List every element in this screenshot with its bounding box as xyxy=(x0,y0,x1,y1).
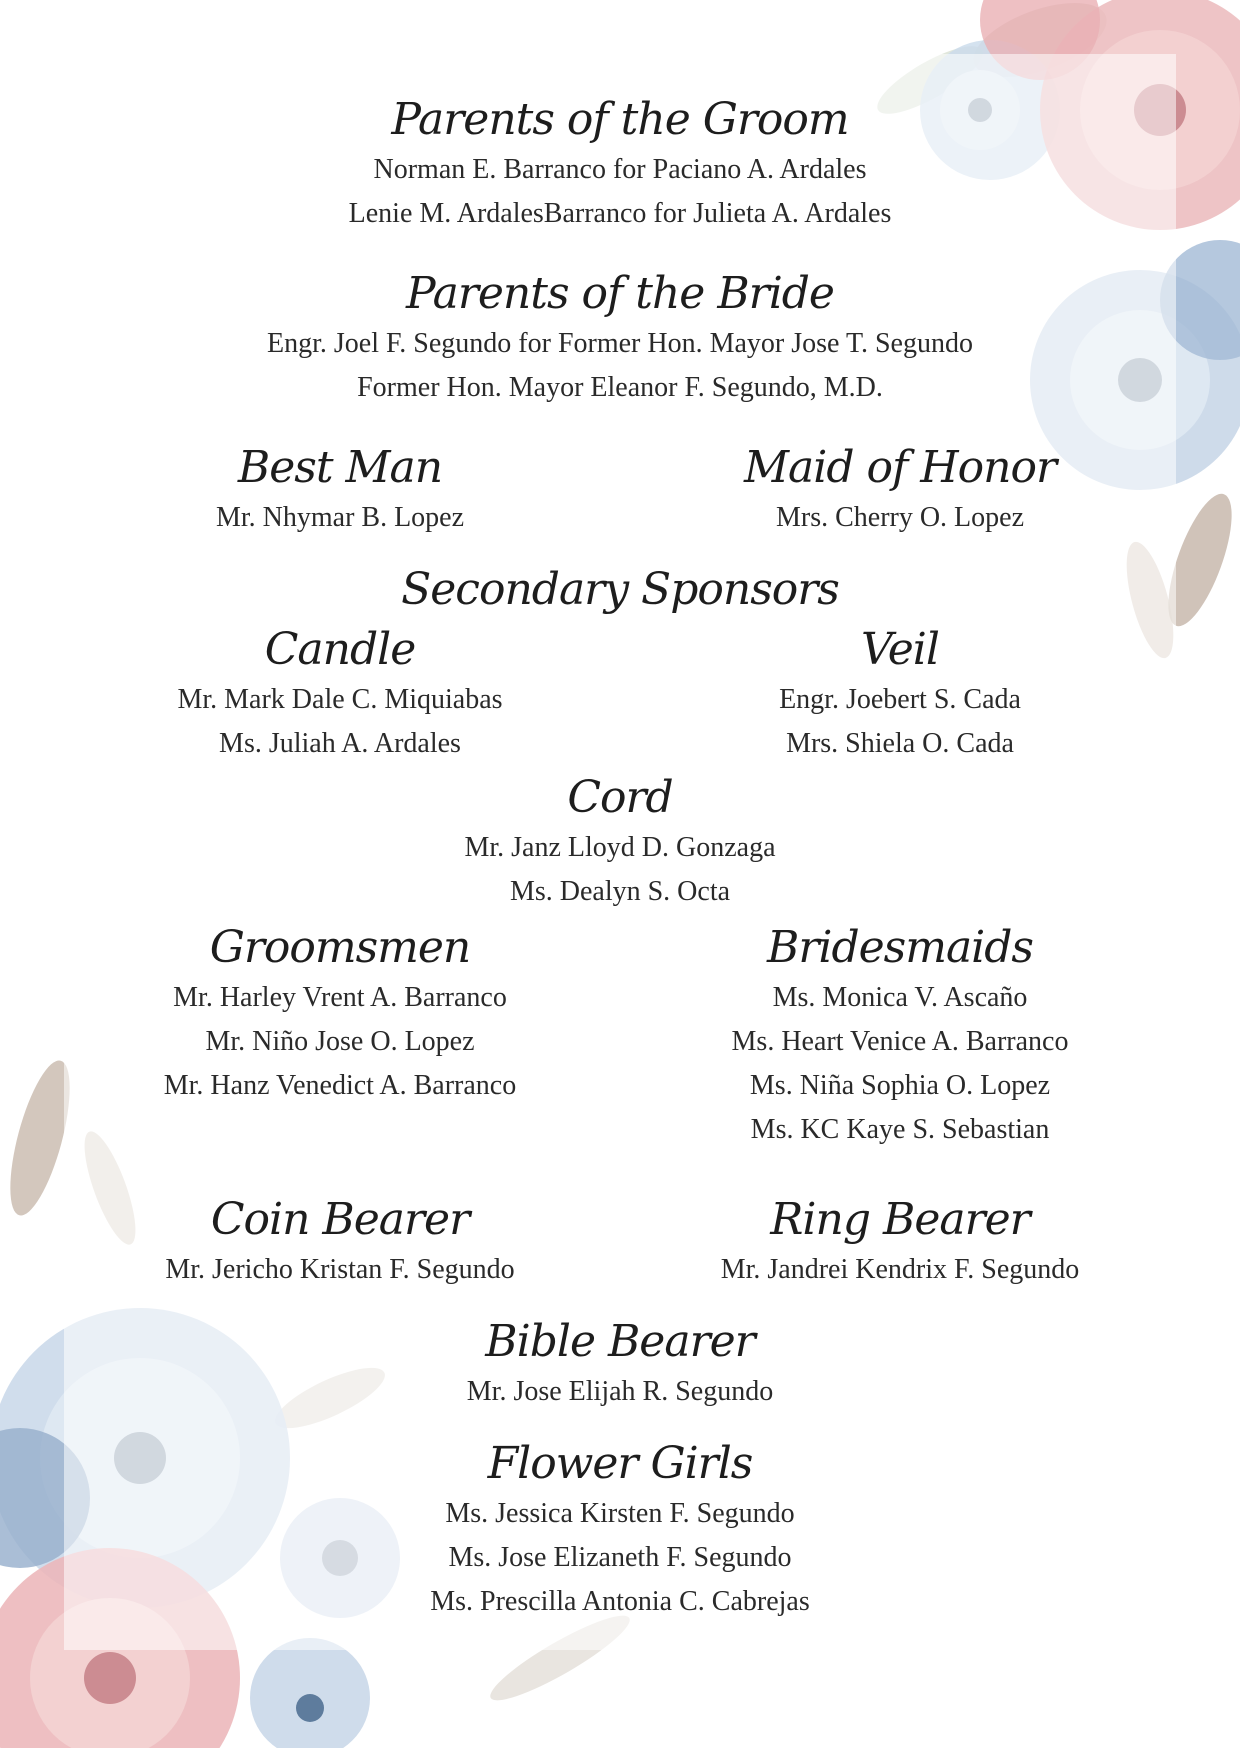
name-line: Ms. Heart Venice A. Barranco xyxy=(731,1026,1069,1057)
section-title: Parents of the Groom xyxy=(391,94,849,145)
name-line: Mr. Harley Vrent A. Barranco xyxy=(173,982,507,1013)
section-bridesmaids xyxy=(680,920,1120,1152)
section-ring-bearer xyxy=(680,1192,1120,1292)
section-veil xyxy=(680,622,1120,766)
name-line: Mr. Nhymar B. Lopez xyxy=(215,502,465,533)
name-line: Ms. Prescilla Antonia C. Cabrejas xyxy=(430,1586,810,1617)
section-title: Ring Bearer xyxy=(770,1194,1030,1245)
name-line: Ms. Juliah A. Ardales xyxy=(219,728,461,759)
name-line: Lenie M. ArdalesBarranco for Julieta A. Ardales xyxy=(348,198,892,229)
section-title: Candle xyxy=(264,624,416,675)
name-line: Engr. Joel F. Segundo for Former Hon. Mayor Jose T. Segundo xyxy=(266,328,973,359)
section-candle xyxy=(120,622,560,766)
section-title: Coin Bearer xyxy=(210,1194,470,1245)
section-title: Parents of the Bride xyxy=(406,268,834,319)
name-line: Mr. Jandrei Kendrix F. Segundo xyxy=(720,1254,1080,1285)
name-line: Ms. Jose Elizaneth F. Segundo xyxy=(448,1542,792,1573)
name-line: Ms. Dealyn S. Octa xyxy=(509,876,731,907)
section-secondary-sponsors xyxy=(0,562,1240,618)
name-line: Mr. Hanz Venedict A. Barranco xyxy=(163,1070,517,1101)
section-best-man xyxy=(120,440,560,540)
name-line: Ms. Monica V. Ascaño xyxy=(772,982,1028,1013)
section-flower-girls xyxy=(0,1436,1240,1624)
name-line: Mr. Janz Lloyd D. Gonzaga xyxy=(464,832,776,863)
name-line: Mr. Jose Elijah R. Segundo xyxy=(466,1376,774,1407)
section-title: Maid of Honor xyxy=(744,442,1056,493)
name-line: Mrs. Cherry O. Lopez xyxy=(775,502,1025,533)
section-parents-of-bride xyxy=(0,266,1240,410)
section-parents-of-groom xyxy=(0,92,1240,236)
name-line: Former Hon. Mayor Eleanor F. Segundo, M.D. xyxy=(357,372,883,403)
section-bible-bearer xyxy=(0,1314,1240,1414)
section-maid-of-honor xyxy=(680,440,1120,540)
section-title: Cord xyxy=(567,772,673,823)
name-line: Norman E. Barranco for Paciano A. Ardales xyxy=(373,154,867,185)
name-line: Mr. Niño Jose O. Lopez xyxy=(205,1026,475,1057)
name-line: Mr. Jericho Kristan F. Segundo xyxy=(165,1254,515,1285)
section-title: Flower Girls xyxy=(487,1438,753,1489)
section-title: Best Man xyxy=(237,442,443,493)
name-line: Ms. KC Kaye S. Sebastian xyxy=(750,1114,1050,1145)
section-title: Bridesmaids xyxy=(767,922,1033,973)
section-title: Bible Bearer xyxy=(485,1316,755,1367)
section-cord xyxy=(0,770,1240,914)
section-title: Veil xyxy=(861,624,939,675)
section-title: Secondary Sponsors xyxy=(401,564,839,615)
section-groomsmen xyxy=(120,920,560,1108)
name-line: Mrs. Shiela O. Cada xyxy=(786,728,1014,759)
name-line: Ms. Niña Sophia O. Lopez xyxy=(749,1070,1051,1101)
section-title: Groomsmen xyxy=(209,922,471,973)
name-line: Ms. Jessica Kirsten F. Segundo xyxy=(445,1498,795,1529)
name-line: Engr. Joebert S. Cada xyxy=(779,684,1021,715)
section-coin-bearer xyxy=(120,1192,560,1292)
name-line: Mr. Mark Dale C. Miquiabas xyxy=(177,684,503,715)
